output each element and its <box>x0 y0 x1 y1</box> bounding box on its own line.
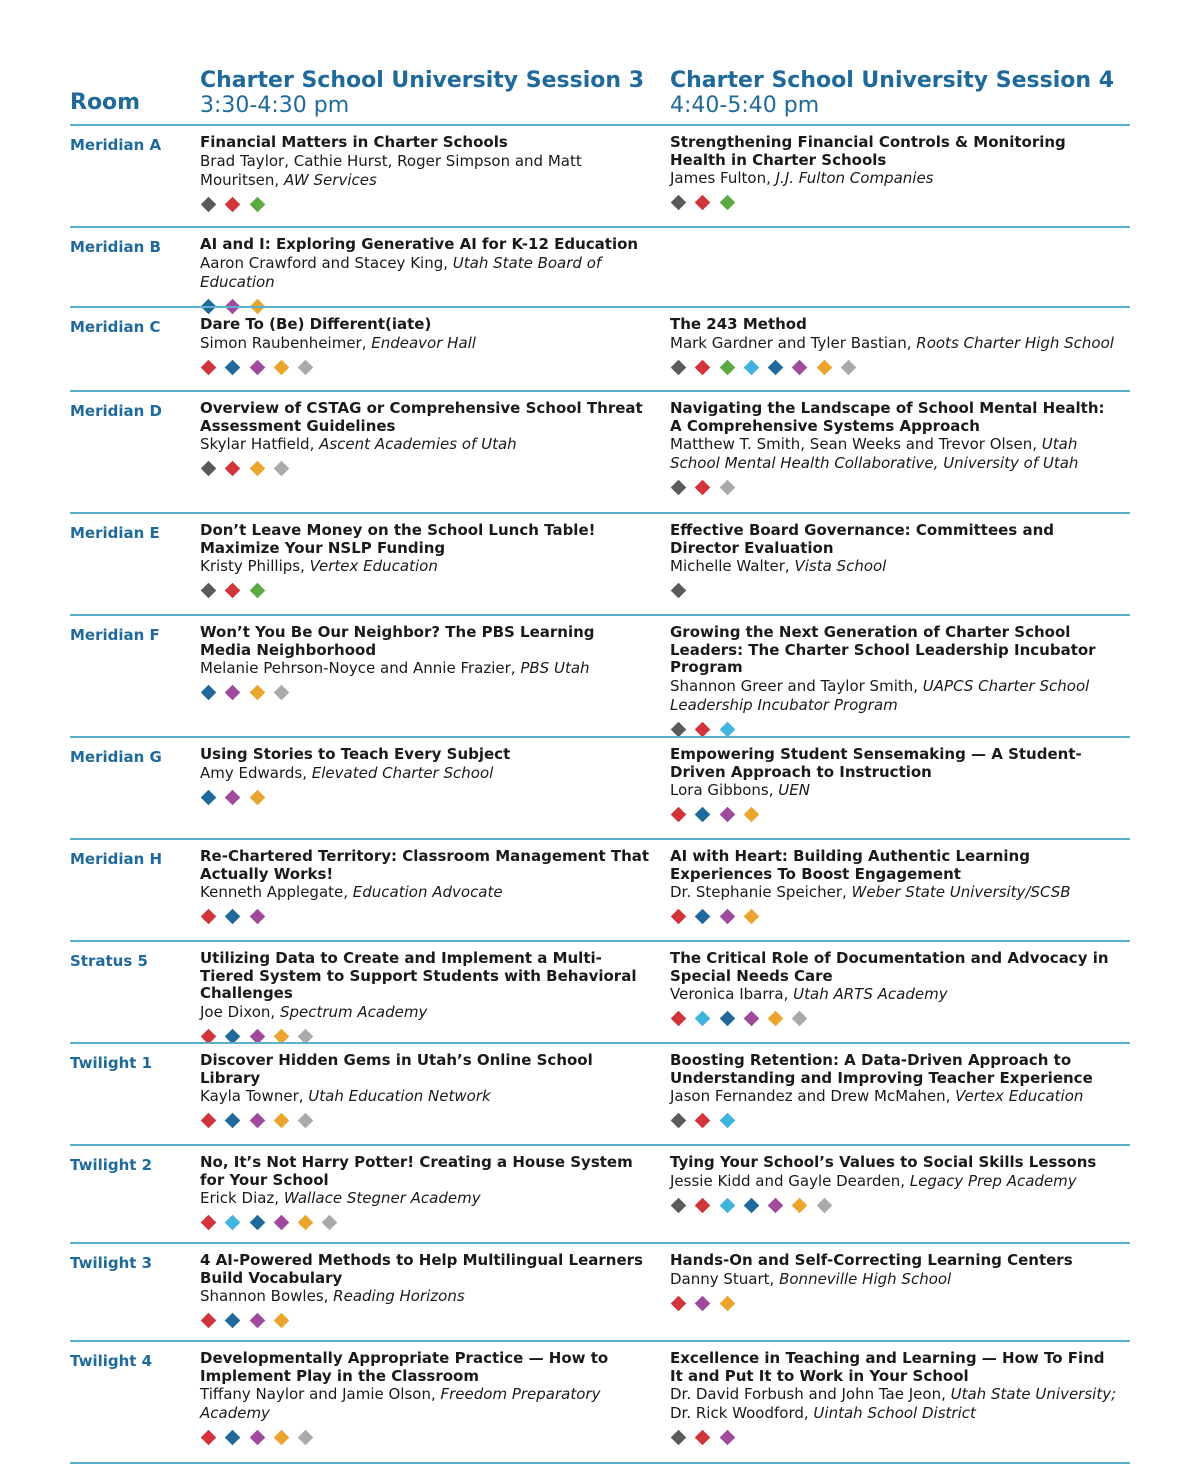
presenter-names: Dr. Stephanie Speicher, <box>670 883 852 901</box>
purple-track-diamond-icon <box>225 685 241 701</box>
organization: Utah State University; <box>950 1385 1117 1403</box>
presenters <box>200 883 650 902</box>
presenter-names: Aaron Crawford and Stacey King, <box>200 253 453 272</box>
red-track-diamond-icon <box>225 461 241 477</box>
session-title: Navigating the Landscape of School Mental Health: A Comprehensive Systems Approach <box>670 399 1105 435</box>
presenter-names: Danny Stuart, <box>670 1269 780 1288</box>
blue-track-diamond-icon <box>225 1430 241 1446</box>
track-markers <box>200 196 650 212</box>
presenter-names: Mark Gardner and Tyler Bastian, <box>670 333 917 352</box>
gray-track-diamond-icon <box>671 1113 687 1129</box>
presenters <box>670 677 1120 715</box>
silver-track-diamond-icon <box>792 1011 808 1027</box>
organization: Freedom Preparatory Academy <box>200 1385 601 1422</box>
presenters <box>670 985 1120 1004</box>
presenter-names: Melanie Pehrson-Noyce and Annie Frazier, <box>200 659 521 677</box>
session-s3-entry <box>200 1154 650 1230</box>
room-label: Meridian E <box>70 524 160 542</box>
cyan-track-diamond-icon <box>719 1197 735 1213</box>
presenter-names: Dr. Rick Woodford, <box>670 1404 814 1422</box>
cyan-track-diamond-icon <box>719 1113 735 1129</box>
presenters <box>200 1287 650 1306</box>
cyan-track-diamond-icon <box>719 721 735 737</box>
orange-track-diamond-icon <box>274 1113 290 1129</box>
gray-track-diamond-icon <box>201 461 217 477</box>
session-s4-entry <box>670 1052 1120 1128</box>
orange-track-diamond-icon <box>249 461 265 477</box>
silver-track-diamond-icon <box>841 359 857 375</box>
purple-track-diamond-icon <box>719 909 735 925</box>
presenters <box>200 152 650 190</box>
red-track-diamond-icon <box>225 583 241 599</box>
session-title: Developmentally Appropriate Practice — How to Implement Play in the Classroom <box>200 1349 609 1385</box>
purple-track-diamond-icon <box>719 1430 735 1446</box>
session-s4-entry <box>670 624 1120 737</box>
purple-track-diamond-icon <box>249 909 265 925</box>
session-s4-entry <box>670 1350 1120 1445</box>
presenter-names: Michelle Walter, <box>670 557 795 575</box>
presenter-names: Shannon Greer and Taylor Smith, <box>670 676 923 695</box>
session-title: Effective Board Governance: Committees and Director Evaluation <box>670 521 1054 557</box>
blue-track-diamond-icon <box>744 1197 760 1213</box>
blue-track-diamond-icon <box>768 359 784 375</box>
session-title: Won’t You Be Our Neighbor? The PBS Learning Media Neighborhood <box>200 623 595 659</box>
red-track-diamond-icon <box>671 909 687 925</box>
presenters <box>200 1385 650 1423</box>
gray-track-diamond-icon <box>671 359 687 375</box>
organization: Endeavor Hall <box>371 333 476 352</box>
red-track-diamond-icon <box>695 359 711 375</box>
silver-track-diamond-icon <box>298 359 314 375</box>
presenters <box>200 1003 650 1022</box>
track-markers <box>670 479 1120 495</box>
track-markers <box>670 582 1120 598</box>
row-divider <box>70 1462 1130 1464</box>
red-track-diamond-icon <box>201 359 217 375</box>
track-markers <box>670 1112 1120 1128</box>
room-label: Meridian C <box>70 318 161 336</box>
silver-track-diamond-icon <box>274 685 290 701</box>
organization: Spectrum Academy <box>279 1002 428 1021</box>
session-title: Strengthening Financial Controls & Monitoring Health in Charter Schools <box>670 133 1066 169</box>
red-track-diamond-icon <box>201 1430 217 1446</box>
red-track-diamond-icon <box>695 1113 711 1129</box>
presenter-names: Lora Gibbons, <box>670 781 779 799</box>
silver-track-diamond-icon <box>298 1113 314 1129</box>
purple-track-diamond-icon <box>274 1215 290 1231</box>
session-title: Boosting Retention: A Data-Driven Approach to Understanding and Improving Teacher Experience <box>670 1051 1093 1087</box>
session-s3-entry <box>200 848 650 924</box>
red-track-diamond-icon <box>201 1215 217 1231</box>
orange-track-diamond-icon <box>817 359 833 375</box>
blue-track-diamond-icon <box>225 909 241 925</box>
red-track-diamond-icon <box>671 1011 687 1027</box>
gray-track-diamond-icon <box>671 1197 687 1213</box>
row-divider <box>70 736 1130 738</box>
green-track-diamond-icon <box>249 583 265 599</box>
session-title: The Critical Role of Documentation and Advocacy in Special Needs Care <box>670 949 1109 985</box>
gray-track-diamond-icon <box>201 583 217 599</box>
presenter-names: Joe Dixon, <box>200 1002 280 1021</box>
row-divider <box>70 1242 1130 1244</box>
presenter-names: James Fulton, <box>670 169 776 187</box>
red-track-diamond-icon <box>695 1430 711 1446</box>
presenter-names: Dr. David Forbush and John Tae Jeon, <box>670 1385 951 1403</box>
presenters <box>200 764 650 783</box>
session-title: Empowering Student Sensemaking — A Student-Driven Approach to Instruction <box>670 745 1082 781</box>
orange-track-diamond-icon <box>719 1295 735 1311</box>
presenters <box>670 883 1120 902</box>
organization: Elevated Charter School <box>311 763 494 782</box>
session-s3-entry <box>200 316 650 375</box>
session-title: Re-Chartered Territory: Classroom Management That Actually Works! <box>200 847 650 883</box>
row-divider <box>70 512 1130 514</box>
orange-track-diamond-icon <box>249 685 265 701</box>
session3-time: 3:30-4:30 pm <box>200 93 350 118</box>
room-label: Twilight 4 <box>70 1352 153 1370</box>
red-track-diamond-icon <box>201 1313 217 1329</box>
presenter-names: Kristy Phillips, <box>200 557 310 575</box>
row-divider <box>70 390 1130 392</box>
presenters <box>670 169 1120 188</box>
gray-track-diamond-icon <box>671 583 687 599</box>
session-title: Discover Hidden Gems in Utah’s Online School Library <box>200 1051 593 1087</box>
session-s4-entry <box>670 848 1120 924</box>
session-title: Using Stories to Teach Every Subject <box>200 745 511 763</box>
presenters <box>670 1087 1120 1106</box>
session3-title: Charter School University Session 3 <box>200 68 644 93</box>
orange-track-diamond-icon <box>274 1313 290 1329</box>
room-column-header: Room <box>70 90 141 115</box>
room-label: Twilight 3 <box>70 1254 153 1272</box>
organization: PBS Utah <box>520 659 590 677</box>
blue-track-diamond-icon <box>695 807 711 823</box>
session-s4-entry <box>670 1154 1120 1213</box>
session-title: AI with Heart: Building Authentic Learning Experiences To Boost Engagement <box>670 847 1030 883</box>
session-title: Tying Your School’s Values to Social Skills Lessons <box>670 1153 1097 1171</box>
presenter-names: Skylar Hatfield, <box>200 435 320 453</box>
green-track-diamond-icon <box>719 359 735 375</box>
red-track-diamond-icon <box>201 909 217 925</box>
presenters <box>670 781 1120 800</box>
organization: Education Advocate <box>352 883 503 901</box>
red-track-diamond-icon <box>695 195 711 211</box>
silver-track-diamond-icon <box>719 480 735 496</box>
presenters <box>200 254 650 292</box>
session-title: 4 AI-Powered Methods to Help Multilingual Learners Build Vocabulary <box>200 1251 643 1287</box>
presenters <box>200 334 650 353</box>
presenter-names: Jason Fernandez and Drew McMahen, <box>670 1087 956 1105</box>
presenters <box>200 1087 650 1106</box>
room-label: Twilight 2 <box>70 1156 153 1174</box>
blue-track-diamond-icon <box>225 359 241 375</box>
session-title: AI and I: Exploring Generative AI for K-12 Education <box>200 235 639 253</box>
room-label: Meridian H <box>70 850 163 868</box>
presenters <box>200 1189 650 1208</box>
presenter-names: Tiffany Naylor and Jamie Olson, <box>200 1385 441 1403</box>
track-markers <box>200 1312 650 1328</box>
orange-track-diamond-icon <box>249 789 265 805</box>
silver-track-diamond-icon <box>274 461 290 477</box>
purple-track-diamond-icon <box>249 1113 265 1129</box>
room-label: Meridian B <box>70 238 161 256</box>
session-s4-entry <box>670 746 1120 822</box>
organization: Utah Education Network <box>308 1087 491 1105</box>
row-divider <box>70 614 1130 616</box>
session-title: Excellence in Teaching and Learning — How To Find It and Put It to Work in Your School <box>670 1349 1105 1385</box>
blue-track-diamond-icon <box>225 1113 241 1129</box>
presenter-names: Veronica Ibarra, <box>670 985 794 1003</box>
orange-track-diamond-icon <box>744 909 760 925</box>
gray-track-diamond-icon <box>671 721 687 737</box>
cyan-track-diamond-icon <box>225 1215 241 1231</box>
room-label: Meridian G <box>70 748 162 766</box>
organization: Ascent Academies of Utah <box>319 435 517 453</box>
session-s4-entry <box>670 950 1120 1026</box>
row-divider <box>70 124 1130 126</box>
orange-track-diamond-icon <box>298 1215 314 1231</box>
room-label: Meridian A <box>70 136 162 154</box>
cyan-track-diamond-icon <box>695 1011 711 1027</box>
blue-track-diamond-icon <box>249 1215 265 1231</box>
track-markers <box>670 1429 1120 1445</box>
track-markers <box>200 1112 650 1128</box>
presenters <box>670 334 1120 353</box>
room-label: Twilight 1 <box>70 1054 153 1072</box>
room-label: Stratus 5 <box>70 952 148 970</box>
organization: Bonneville High School <box>779 1269 952 1288</box>
orange-track-diamond-icon <box>768 1011 784 1027</box>
purple-track-diamond-icon <box>768 1197 784 1213</box>
presenters <box>670 1172 1120 1191</box>
room-label: Meridian D <box>70 402 162 420</box>
row-divider <box>70 1042 1130 1044</box>
blue-track-diamond-icon <box>719 1011 735 1027</box>
red-track-diamond-icon <box>671 807 687 823</box>
organization: Utah School Mental Health Collaborative, University of Utah <box>670 435 1079 472</box>
presenters <box>200 659 650 678</box>
session-s4-entry <box>670 1252 1120 1311</box>
purple-track-diamond-icon <box>792 359 808 375</box>
presenters <box>670 1270 1120 1289</box>
green-track-diamond-icon <box>719 195 735 211</box>
row-divider <box>70 1144 1130 1146</box>
organization: Roots Charter High School <box>916 333 1114 352</box>
organization: Vertex Education <box>955 1087 1084 1105</box>
red-track-diamond-icon <box>695 480 711 496</box>
cyan-track-diamond-icon <box>744 359 760 375</box>
purple-track-diamond-icon <box>225 789 241 805</box>
track-markers <box>670 1010 1120 1026</box>
purple-track-diamond-icon <box>744 1011 760 1027</box>
gray-track-diamond-icon <box>201 196 217 212</box>
orange-track-diamond-icon <box>274 359 290 375</box>
session4-title: Charter School University Session 4 <box>670 68 1114 93</box>
presenter-names: Jessie Kidd and Gayle Dearden, <box>670 1171 910 1190</box>
session-s3-entry <box>200 522 650 598</box>
organization: Legacy Prep Academy <box>909 1171 1077 1190</box>
session-s4-entry <box>670 522 1120 598</box>
session-s3-entry <box>200 950 650 1044</box>
session-s3-entry <box>200 1350 650 1445</box>
presenter-names: Amy Edwards, <box>200 763 312 782</box>
purple-track-diamond-icon <box>719 807 735 823</box>
track-markers <box>200 908 650 924</box>
session-s3-entry <box>200 746 650 805</box>
presenter-names: Matthew T. Smith, Sean Weeks and Trevor Olsen, <box>670 435 1042 453</box>
track-markers <box>670 1295 1120 1311</box>
gray-track-diamond-icon <box>671 480 687 496</box>
track-markers <box>670 1197 1120 1213</box>
session-title: No, It’s Not Harry Potter! Creating a House System for Your School <box>200 1153 633 1189</box>
organization: Vista School <box>794 557 887 575</box>
blue-track-diamond-icon <box>201 685 217 701</box>
track-markers <box>200 460 650 476</box>
track-markers <box>670 721 1120 737</box>
presenter-names: Simon Raubenheimer, <box>200 333 372 352</box>
session-s3-entry <box>200 400 650 476</box>
session-title: Don’t Leave Money on the School Lunch Table! Maximize Your NSLP Funding <box>200 521 596 557</box>
session-title: Growing the Next Generation of Charter School Leaders: The Charter School Leadership Incubator Program <box>670 623 1096 676</box>
silver-track-diamond-icon <box>322 1215 338 1231</box>
organization: Utah ARTS Academy <box>793 985 948 1003</box>
organization: Vertex Education <box>309 557 438 575</box>
track-markers <box>670 359 1120 375</box>
blue-track-diamond-icon <box>201 789 217 805</box>
session-title: Overview of CSTAG or Comprehensive School Threat Assessment Guidelines <box>200 399 643 435</box>
session-title: Dare To (Be) Different(iate) <box>200 315 432 333</box>
organization: UEN <box>778 781 810 799</box>
purple-track-diamond-icon <box>249 359 265 375</box>
presenters <box>670 1385 1120 1423</box>
row-divider <box>70 1340 1130 1342</box>
silver-track-diamond-icon <box>817 1197 833 1213</box>
orange-track-diamond-icon <box>744 807 760 823</box>
track-markers <box>670 806 1120 822</box>
presenters <box>200 557 650 576</box>
session-title: Hands-On and Self-Correcting Learning Centers <box>670 1251 1073 1269</box>
presenter-names: Erick Diaz, <box>200 1189 284 1207</box>
session-s3-entry <box>200 236 650 314</box>
row-divider <box>70 838 1130 840</box>
session-s3-entry <box>200 134 650 212</box>
row-divider <box>70 226 1130 228</box>
silver-track-diamond-icon <box>298 1430 314 1446</box>
track-markers <box>200 582 650 598</box>
session3-header <box>200 68 644 118</box>
session-title: The 243 Method <box>670 315 807 333</box>
purple-track-diamond-icon <box>249 1313 265 1329</box>
session-s3-entry <box>200 1052 650 1128</box>
organization: Uintah School District <box>813 1404 976 1422</box>
red-track-diamond-icon <box>225 196 241 212</box>
presenters <box>670 557 1120 576</box>
track-markers <box>200 789 650 805</box>
organization: Utah State Board of Education <box>200 253 602 291</box>
row-divider <box>70 306 1130 308</box>
presenter-names: Kayla Towner, <box>200 1087 309 1105</box>
track-markers <box>200 684 650 700</box>
presenters <box>200 435 650 454</box>
row-divider <box>70 940 1130 942</box>
session-s4-entry <box>670 134 1120 210</box>
session-title: Financial Matters in Charter Schools <box>200 133 508 151</box>
session-s4-entry <box>670 316 1120 375</box>
red-track-diamond-icon <box>201 1113 217 1129</box>
presenters <box>670 435 1120 473</box>
organization: J.J. Fulton Companies <box>775 169 934 187</box>
organization: UAPCS Charter School Leadership Incubator Program <box>670 676 1090 714</box>
organization: Weber State University/SCSB <box>851 883 1071 901</box>
red-track-diamond-icon <box>671 1295 687 1311</box>
track-markers <box>200 359 650 375</box>
orange-track-diamond-icon <box>792 1197 808 1213</box>
track-markers <box>670 194 1120 210</box>
room-label: Meridian F <box>70 626 160 644</box>
session4-time: 4:40-5:40 pm <box>670 93 820 118</box>
organization: AW Services <box>283 170 377 189</box>
session-title: Utilizing Data to Create and Implement a Multi-Tiered System to Support Students with Behavioral Challenges <box>200 949 637 1002</box>
green-track-diamond-icon <box>249 196 265 212</box>
session-s4-entry <box>670 400 1120 495</box>
blue-track-diamond-icon <box>695 909 711 925</box>
red-track-diamond-icon <box>695 721 711 737</box>
orange-track-diamond-icon <box>274 1430 290 1446</box>
session-s3-entry <box>200 1252 650 1328</box>
track-markers <box>200 1214 650 1230</box>
session4-header <box>670 68 1114 118</box>
track-markers <box>670 908 1120 924</box>
presenter-names: Brad Taylor, Cathie Hurst, Roger Simpson and Matt Mouritsen, <box>200 151 582 189</box>
presenter-names: Shannon Bowles, <box>200 1287 334 1305</box>
session-s3-entry <box>200 624 650 700</box>
organization: Reading Horizons <box>333 1287 465 1305</box>
gray-track-diamond-icon <box>671 1430 687 1446</box>
blue-track-diamond-icon <box>225 1313 241 1329</box>
track-markers <box>200 1429 650 1445</box>
presenter-names: Kenneth Applegate, <box>200 883 353 901</box>
organization: Wallace Stegner Academy <box>283 1189 481 1207</box>
red-track-diamond-icon <box>695 1197 711 1213</box>
purple-track-diamond-icon <box>695 1295 711 1311</box>
purple-track-diamond-icon <box>249 1430 265 1446</box>
gray-track-diamond-icon <box>671 195 687 211</box>
